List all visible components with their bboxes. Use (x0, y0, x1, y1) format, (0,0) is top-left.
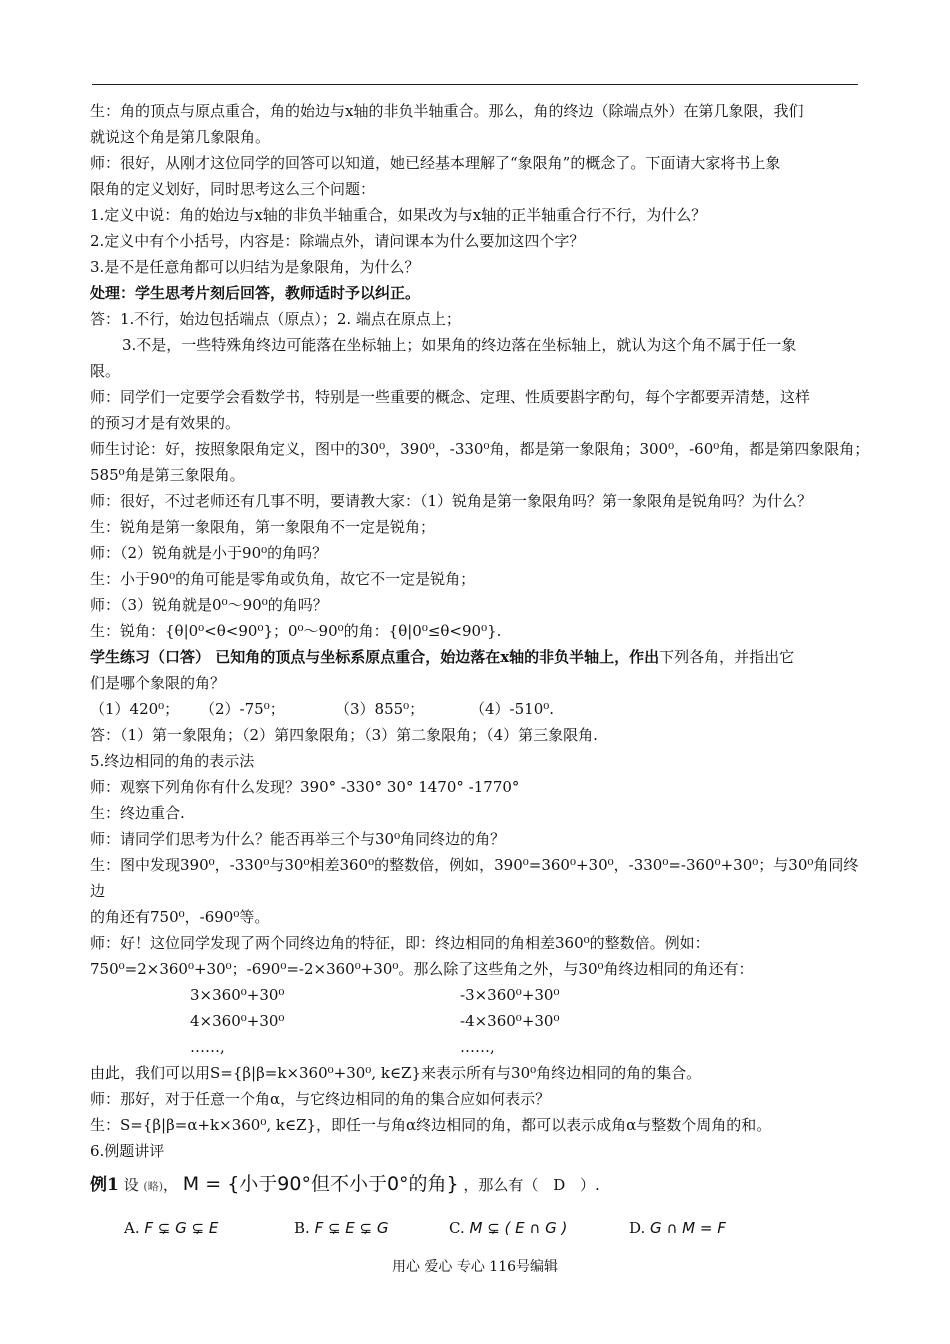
text-line: 师：同学们一定要学会看数学书，特别是一些重要的概念、定理、性质要斟字酌句，每个字都要弄清楚，这样 (90, 388, 811, 406)
text-line: 就说这个角是第几象限角。 (90, 128, 271, 146)
example1-post: ）. (580, 1176, 600, 1194)
practice-item: （2）-75⁰； (200, 700, 285, 718)
example-row (90, 1008, 870, 1034)
text-line: 师：观察下列角你有什么发现？390° -330° 30° 1470° -1770° (90, 778, 520, 796)
text-line: 生：锐角是第一象限角，第一象限角不一定是锐角； (90, 518, 436, 536)
example-row (90, 1034, 870, 1060)
text-line: 生：图中发现390⁰，-330⁰与30⁰相差360⁰的整数倍，例如，390⁰=360⁰+30⁰，-330⁰=-360⁰+30⁰；与30⁰角同终边 (90, 856, 859, 900)
option-expression: F ⊊ E ⊊ G (314, 1219, 389, 1237)
example-left: 3×360⁰+30⁰ (190, 986, 285, 1004)
example-right: ……, (460, 1038, 495, 1056)
text-line: 585⁰角是第三象限角。 (90, 466, 245, 484)
option-expression: G ∩ M = F (650, 1219, 726, 1237)
text-line: 生：锐角：{θ|0⁰<θ<90⁰}；0⁰～90⁰的角：{θ|0⁰≤θ<90⁰}. (90, 622, 502, 640)
answer-line: 答：1.不行，始边包括端点（原点）；2. 端点在原点上； (90, 310, 461, 328)
option-b (294, 1215, 449, 1241)
example1-options (90, 1215, 870, 1241)
option-d (629, 1215, 726, 1241)
question-1: 1.定义中说：角的始边与x轴的非负半轴重合，如果改为与x轴的正半轴重合行不行，为什么？ (90, 206, 707, 224)
text-line: 750⁰=2×360⁰+30⁰；-690⁰=-2×360⁰+30⁰。那么除了这些角之外，与30⁰角终边相同的角还有： (90, 960, 754, 978)
text-line: 师：很好，从刚才这位同学的回答可以知道，她已经基本理解了“象限角”的概念了。下面请大家将书上象 (90, 154, 781, 172)
example1-hidden: (略) (143, 1180, 164, 1193)
section-heading: 5.终边相同的角的表示法 (90, 752, 255, 770)
practice-item: （4）-510⁰. (470, 700, 555, 718)
option-a (124, 1215, 294, 1241)
option-letter: A. (124, 1219, 140, 1237)
text-line: 限角的定义划好，同时思考这么三个问题： (90, 180, 376, 198)
option-letter: B. (294, 1219, 310, 1237)
text-line: 师：（2）锐角就是小于90⁰的角吗？ (90, 544, 328, 562)
option-expression: M ⊊ ( E ∩ G ) (469, 1219, 568, 1237)
example1-question: 例1 设 (略)， M = {小于90°但不小于0°的角} ，那么有（ D ）. (90, 1173, 600, 1195)
text-line: 的角还有750⁰，-690⁰等。 (90, 908, 270, 926)
option-expression: F ⊊ G ⊊ E (144, 1219, 219, 1237)
text-line: 生：角的顶点与原点重合，角的始边与x轴的非负半轴重合。那么，角的终边（除端点外）在第几象限，我们 (90, 102, 804, 120)
practice-line2: 们是哪个象限的角？ (90, 674, 226, 692)
text-line: 的预习才是有效果的。 (90, 414, 241, 432)
example-row (90, 982, 870, 1008)
processing-note: 处理：学生思考片刻后回答，教师适时予以纠正。 (90, 284, 421, 302)
text-line: 限。 (90, 362, 121, 380)
example-right: -4×360⁰+30⁰ (460, 1012, 560, 1030)
example1-mid: ，那么有（ (463, 1176, 539, 1194)
example-left: 4×360⁰+30⁰ (190, 1012, 285, 1030)
text-line: 生：小于90⁰的角可能是零角或负角，故它不一定是锐角； (90, 570, 476, 588)
practice-items (90, 696, 870, 722)
practice-item: （1）420⁰； (90, 700, 180, 718)
practice-heading (90, 644, 870, 670)
text-line: 生：S={β|β=α+k×360⁰, k∈Z}，即任一与角α终边相同的角，都可以表示成角α与整数个周角的和。 (90, 1116, 772, 1134)
example-right: -3×360⁰+30⁰ (460, 986, 560, 1004)
answer-line: 3.不是，一些特殊角终边可能落在坐标轴上；如果角的终边落在坐标轴上，就认为这个角不属于任一象 (122, 336, 797, 354)
example-left: ……, (190, 1038, 225, 1056)
text-line: 师生讨论：好，按照象限角定义，图中的30⁰，390⁰，-330⁰角，都是第一象限角；300⁰，-60⁰角，都是第四象限角； (90, 440, 870, 458)
text-line: 师：请同学们思考为什么？能否再举三个与30⁰角同终边的角？ (90, 830, 506, 848)
section-heading: 6.例题讲评 (90, 1142, 165, 1160)
text-line: 师：（3）锐角就是0⁰～90⁰的角吗？ (90, 596, 328, 614)
text-line: 师：很好，不过老师还有几事不明，要请教大家：（1）锐角是第一象限角吗？第一象限角是锐角吗？为什么？ (90, 492, 813, 510)
question-2: 2.定义中有个小括号，内容是：除端点外，请问课本为什么要加这四个字？ (90, 232, 585, 250)
practice-bold: 学生练习（口答） 已知角的顶点与坐标系原点重合，始边落在x轴的非负半轴上，作出 (90, 648, 660, 666)
text-line: 师：那好，对于任意一个角α，与它终边相同的角的集合应如何表示？ (90, 1090, 551, 1108)
option-letter: C. (449, 1219, 465, 1237)
example1-pre: 设 (123, 1176, 139, 1194)
document-body (90, 98, 870, 1241)
practice-answer: 答：（1）第一象限角；（2）第四象限角；（3）第二象限角；（4）第三象限角. (90, 726, 598, 744)
example1-set-definition: M = {小于90°但不小于0°的角} (182, 1173, 459, 1195)
practice-item: （3）855⁰； (335, 700, 425, 718)
page-footer: 用心 爱心 专心 116号编辑 (391, 1259, 559, 1275)
text-line: 生：终边重合. (90, 804, 185, 822)
example1-answer: D (553, 1176, 566, 1194)
option-c (449, 1215, 629, 1241)
example1-label: 例1 (90, 1175, 119, 1195)
header-rule (92, 84, 858, 85)
text-line: 师：好！这位同学发现了两个同终边角的特征，即：终边相同的角相差360⁰的整数倍。例如： (90, 934, 710, 952)
option-letter: D. (629, 1219, 646, 1237)
question-3: 3.是不是任意角都可以归结为是象限角，为什么？ (90, 258, 420, 276)
text-line: 由此，我们可以用S={β|β=k×360⁰+30⁰, k∈Z}来表示所有与30⁰角终边相同的角的集合。 (90, 1064, 702, 1082)
practice-rest: 下列各角，并指出它 (659, 648, 795, 666)
